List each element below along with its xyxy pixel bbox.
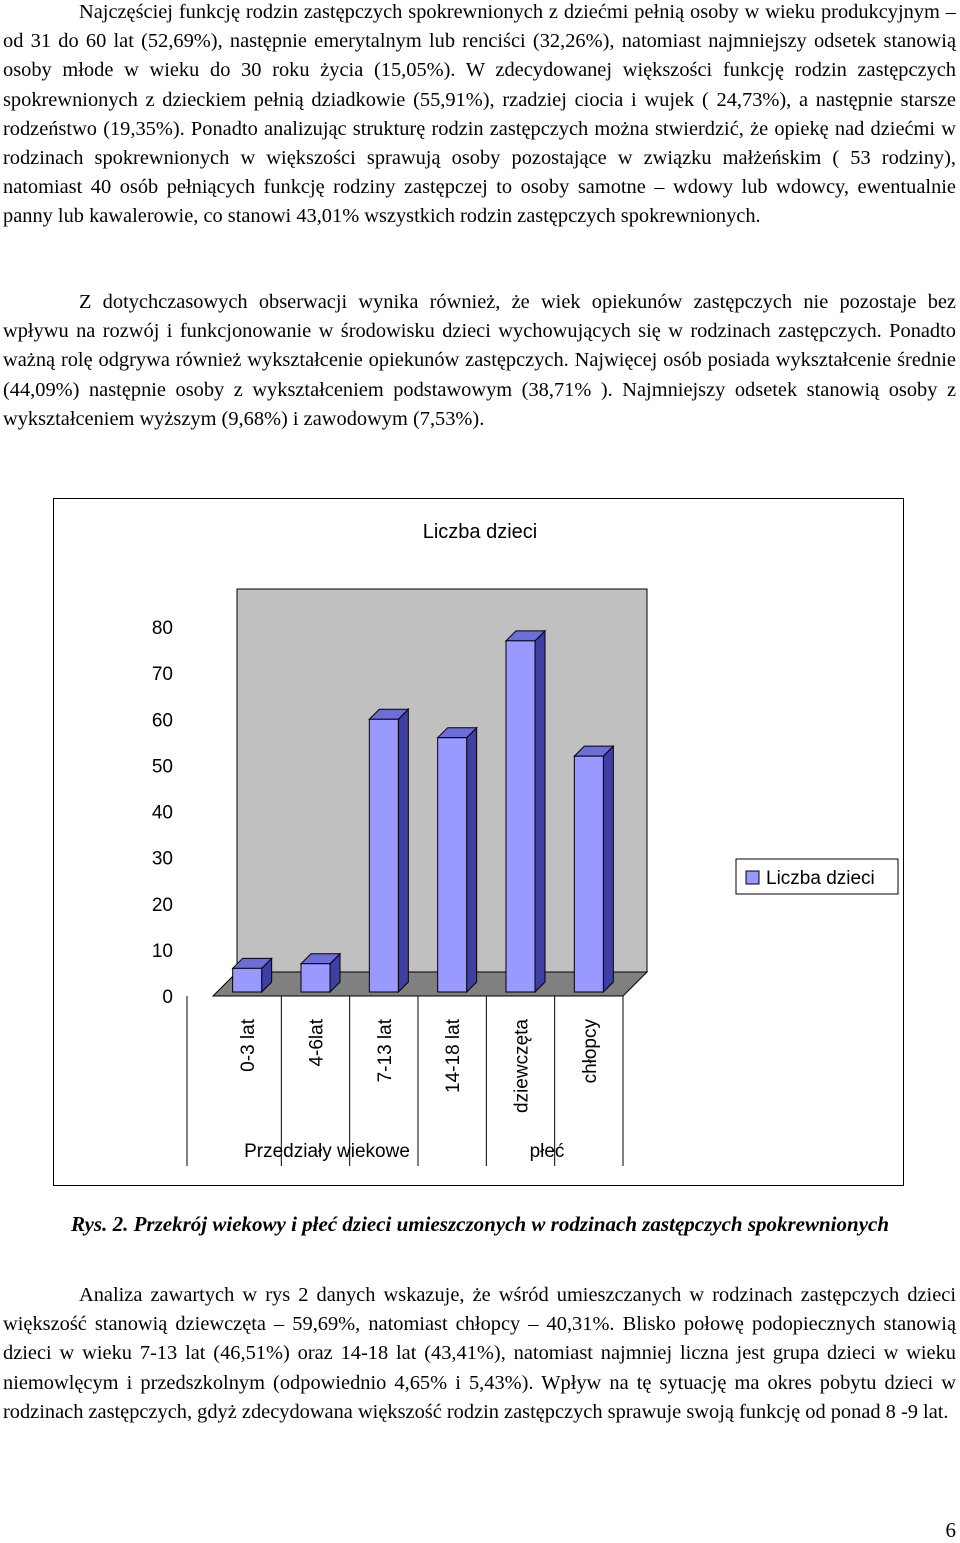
- group-label: Przedziały wiekowe: [244, 1141, 410, 1162]
- y-tick-label: 80: [151, 618, 173, 639]
- x-tick-label: 7-13 lat: [374, 1019, 396, 1083]
- y-tick-label: 10: [151, 940, 173, 962]
- bar-side: [398, 709, 408, 992]
- group-labels: [244, 1141, 564, 1162]
- legend: [736, 859, 898, 894]
- y-tick-label: 50: [151, 756, 173, 778]
- x-axis-labels: [238, 1018, 601, 1113]
- bar: [369, 719, 398, 992]
- x-tick-label: 14-18 lat: [443, 1019, 465, 1093]
- bar: [574, 756, 603, 992]
- bar: [438, 738, 467, 992]
- group-label: płeć: [529, 1141, 565, 1162]
- bar-side: [535, 631, 545, 992]
- y-tick-label: 40: [151, 802, 173, 824]
- y-axis-ticks: [152, 618, 173, 1008]
- x-tick-label: chłopcy: [579, 1019, 601, 1084]
- bar: [506, 641, 535, 992]
- x-tick-label: dziewczęta: [511, 1019, 533, 1113]
- y-tick-label: 0: [162, 987, 173, 1008]
- legend-label: Liczba dzieci: [766, 868, 875, 889]
- page-number: 6: [945, 1518, 956, 1542]
- figure-caption: Rys. 2. Przekrój wiekowy i płeć dzieci umieszczonych w rodzinach zastępczych spokrewnionych: [70, 1212, 890, 1236]
- chart-frame: [53, 498, 904, 1186]
- y-tick-label: 30: [151, 848, 173, 870]
- chart-title: Liczba dzieci: [422, 521, 538, 543]
- y-tick-label: 70: [151, 664, 173, 686]
- bar: [301, 964, 330, 992]
- bar-chart: [54, 499, 905, 1187]
- paragraph-caregivers-education: Z dotychczasowych obserwacji wynika również, że wiek opiekunów zastępczych nie pozostaje bez wpływu na rozwój i funkcjonowanie w środowisku dzieci wychowujących się w rodzinach zastępczych. Ponadto ważną rolę odgrywa również wykształcenie opiekunów zastępczych. Najwięcej osób posiada wykształcenie średnie (44,09%) następnie osoby z wykształceniem podstawowym (38,71% ). Najmniejszy odsetek stanowią osoby z wykształceniem wyższym (9,68%) i zawodowym (7,53%).: [3, 291, 956, 430]
- x-tick-label: 4-6lat: [306, 1019, 328, 1067]
- bar-side: [603, 746, 613, 992]
- y-tick-label: 20: [151, 894, 173, 916]
- x-tick-label: 0-3 lat: [238, 1019, 260, 1072]
- bar: [233, 968, 262, 992]
- paragraph-chart-analysis: Analiza zawartych w rys 2 danych wskazuje, że wśród umieszczanych w rodzinach zastępczych dzieci większość stanowią dziewczęta – 59,69%, natomiast chłopcy – 40,31%. Blisko połowę podopiecznych stanowią dzieci w wieku 7-13 lat (46,51%) oraz 14-18 lat (43,41%), natomiast najmniej liczna jest grupa dzieci w wieku niemowlęcym i przedszkolnym (odpowiednio 4,65% i 5,43%). Wpływ na tę sytuację ma okres pobytu dzieci w rodzinach zastępczych, gdyż zdecydowana większość rodzin zastępczych sprawuje swoją funkcję od ponad 8 -9 lat.: [3, 1284, 956, 1423]
- legend-swatch: [746, 871, 759, 884]
- y-tick-label: 60: [151, 710, 173, 732]
- bar-side: [467, 728, 477, 992]
- paragraph-caregivers-age: Najczęściej funkcję rodzin zastępczych spokrewnionych z dziećmi pełnią osoby w wieku produkcyjnym – od 31 do 60 lat (52,69%), następnie emerytalnym lub renciści (32,26%), natomiast najmniejszy odsetek stanowią osoby młode w wieku do 30 roku życia (15,05%). W zdecydowanej większości funkcję rodzin zastępczych spokrewnionych z dzieckiem pełnią dziadkowie (55,91%), rzadziej ciocia i wujek ( 24,73%), a następnie starsze rodzeństwo (19,35%). Ponadto analizując strukturę rodzin zastępczych można stwierdzić, że opiekę nad dziećmi w rodzinach spokrewnionych w większości sprawują osoby pozostające w związku małżeńskim ( 53 rodziny), natomiast 40 osób pełniących funkcję rodziny zastępczej to osoby samotne – wdowy lub wdowcy, ewentualnie panny lub kawalerowie, co stanowi 43,01% wszystkich rodzin zastępczych spokrewnionych.: [3, 1, 956, 228]
